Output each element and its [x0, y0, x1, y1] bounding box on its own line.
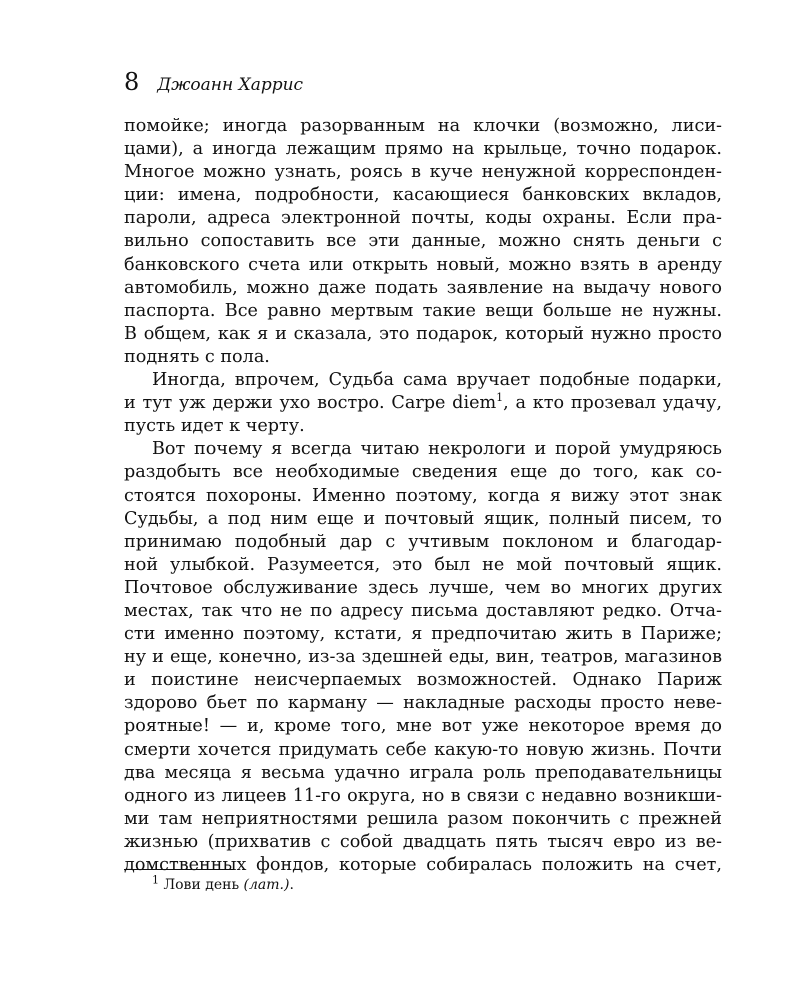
text-line: Вот почему я всегда читаю некрологи и порой умудряюсь [152, 439, 722, 460]
text-line: Почтовое обслуживание здесь лучше, чем во многих других [124, 577, 722, 598]
text-line: сти именно поэтому, кстати, я предпочитаю жить в Париже; [124, 624, 722, 645]
footnote-mark: 1 [152, 873, 159, 887]
running-head-author: Джоанн Харрис [157, 75, 304, 95]
text-line: автомобиль, можно даже подать заявление на выдачу нового [124, 277, 722, 298]
text-line: здорово бьет по карману — накладные расходы просто неве- [124, 693, 722, 714]
body-text [124, 115, 722, 877]
text-line: жизнью (прихватив с собой двадцать пять тысяч евро из ве- [124, 831, 722, 852]
footnote-reference: 1 [496, 391, 504, 405]
text-line: местах, так что не по адресу письма доставляют редко. Отча- [124, 600, 722, 621]
footnote-language-note: (лат.) [243, 877, 290, 893]
text-line: Судьбы, а под ним еще и почтовый ящик, полный писем, то [124, 508, 722, 529]
text-line: ции: имена, подробности, касающиеся банковских вкладов, [124, 185, 722, 206]
text-line: стоятся похороны. Именно поэтому, когда я вижу этот знак [124, 485, 722, 506]
text-line: помойке; иногда разорванным на клочки (возможно, лиси- [124, 116, 722, 136]
text-line: два месяца я весьма удачно играла роль преподавательницы [124, 762, 722, 783]
text-line: и поистине неисчерпаемых возможностей. Однако Париж [124, 670, 722, 691]
text-line: ной улыбкой. Разумеется, это был не мой почтовый ящик. [124, 554, 722, 575]
text-line: поднять с пола. [124, 346, 270, 367]
footnote [152, 873, 294, 894]
text-line-with-footnote [124, 392, 722, 415]
text-line: смерти хочется придумать себе какую-то новую жизнь. Почти [124, 739, 722, 760]
text-line: Многое можно узнать, роясь в куче ненужной корреспонден- [124, 162, 722, 183]
text-line: цами), а иногда лежащим прямо на крыльце, точно подарок. [124, 139, 722, 160]
text-line: банковского счета или открыть новый, можно взять в аренду [124, 254, 722, 275]
text-line: раздобыть все необходимые сведения еще до того, как со- [124, 462, 722, 483]
text-line: ми там неприятностями решила разом покончить с прежней [124, 808, 722, 829]
text-line: паспорта. Все равно мертвым такие вещи больше не нужны. [124, 300, 722, 321]
text-line: ну и еще, конечно, из-за здешней еды, вин, театров, магазинов [124, 647, 722, 668]
text-segment: и тут уж держи ухо востро. Carpe diem [124, 393, 497, 414]
page-header [124, 68, 303, 96]
text-line: Иногда, впрочем, Судьба сама вручает подобные подарки, [152, 370, 722, 391]
text-line: В общем, как я и сказала, это подарок, который нужно просто [124, 323, 722, 344]
text-line: домственных фондов, которые собиралась положить на счет, [124, 855, 722, 875]
page-number: 8 [124, 68, 140, 96]
footnote-divider [124, 869, 234, 870]
text-line: одного из лицеев 11-го округа, но в связи с недавно возникши- [124, 785, 722, 806]
footnote-text: Лови день [159, 877, 244, 893]
text-line: принимаю подобный дар с учтивым поклоном и благодар- [124, 531, 722, 552]
footnote-end: . [289, 877, 294, 893]
text-line: пусть идет к черту. [124, 416, 305, 437]
text-segment: , а кто прозевал удачу, [503, 393, 722, 414]
text-line: пароли, адреса электронной почты, коды охраны. Если пра- [124, 208, 722, 229]
text-line: вильно сопоставить все эти данные, можно снять деньги с [124, 231, 722, 252]
text-line: роятные! — и, кроме того, мне вот уже некоторое время до [124, 716, 722, 737]
